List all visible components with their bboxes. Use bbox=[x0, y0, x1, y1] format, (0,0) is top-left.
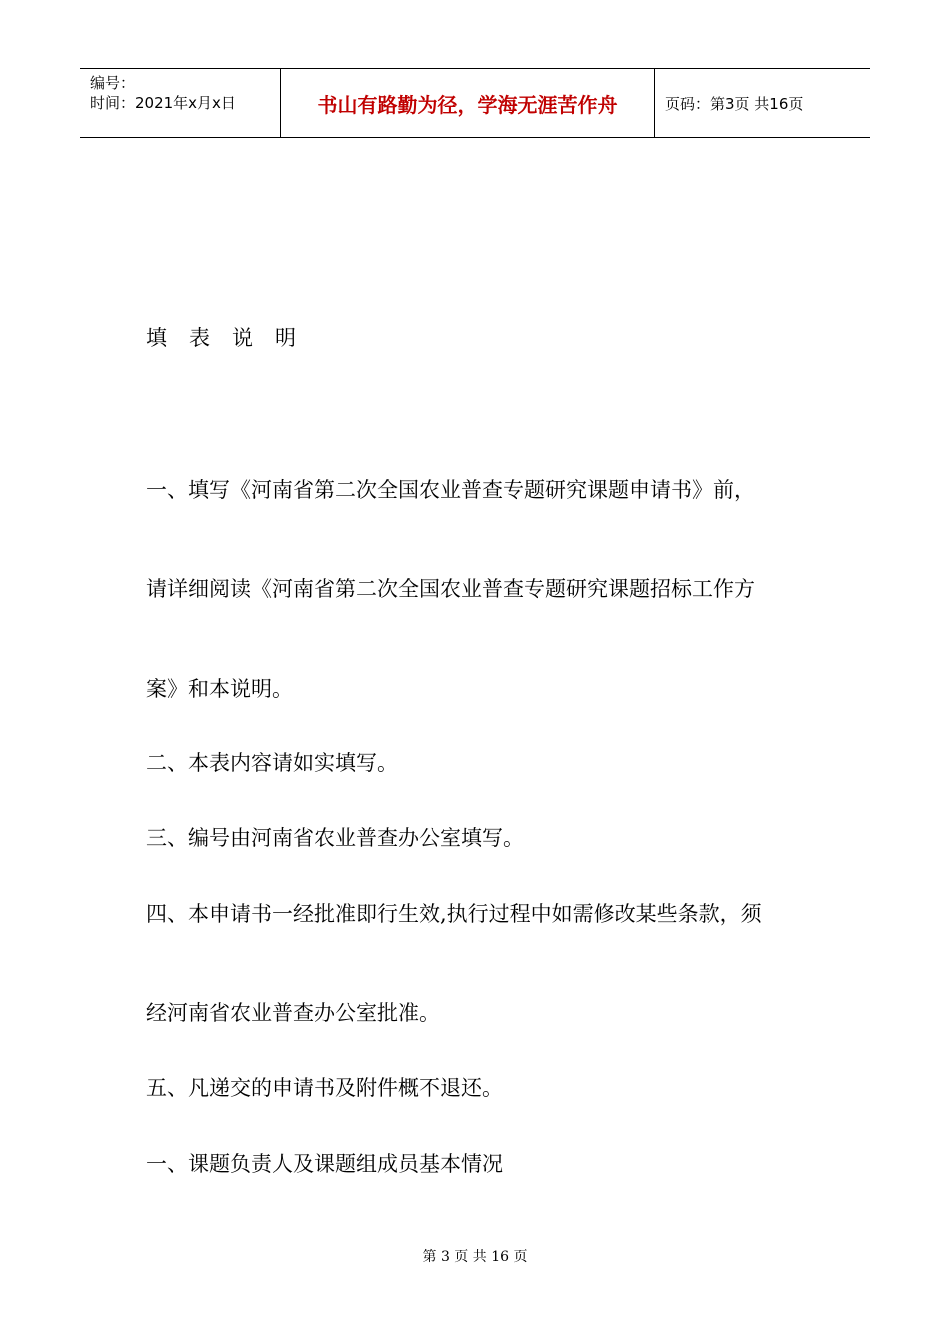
page-header bbox=[80, 68, 870, 138]
page-footer: 第 3 页 共 16 页 bbox=[422, 1249, 528, 1265]
body-line: 二、本表内容请如实填写。 bbox=[146, 751, 398, 775]
date-line: 时间：2021年x月x日 bbox=[90, 94, 236, 112]
body-line: 一、填写《河南省第二次全国农业普查专题研究课题申请书》前， bbox=[146, 478, 755, 502]
body-line: 一、课题负责人及课题组成员基本情况 bbox=[146, 1152, 503, 1176]
body-line: 三、编号由河南省农业普查办公室填写。 bbox=[146, 826, 524, 850]
body-line: 案》和本说明。 bbox=[146, 677, 293, 701]
header-page-info: 页码：第3页 共16页 bbox=[665, 94, 804, 113]
header-meta bbox=[80, 69, 280, 137]
number-label: 编号： bbox=[90, 74, 136, 92]
body-line: 请详细阅读《河南省第二次全国农业普查专题研究课题招标工作方 bbox=[146, 577, 755, 601]
header-motto: 书山有路勤为径，学海无涯苦作舟 bbox=[280, 69, 655, 137]
body-line: 五、凡递交的申请书及附件概不退还。 bbox=[146, 1076, 503, 1100]
body-line: 四、本申请书一经批准即行生效,执行过程中如需修改某些条款，须 bbox=[146, 902, 762, 926]
section-title: 填表说明 bbox=[146, 326, 318, 350]
body-line: 经河南省农业普查办公室批准。 bbox=[146, 1001, 440, 1025]
